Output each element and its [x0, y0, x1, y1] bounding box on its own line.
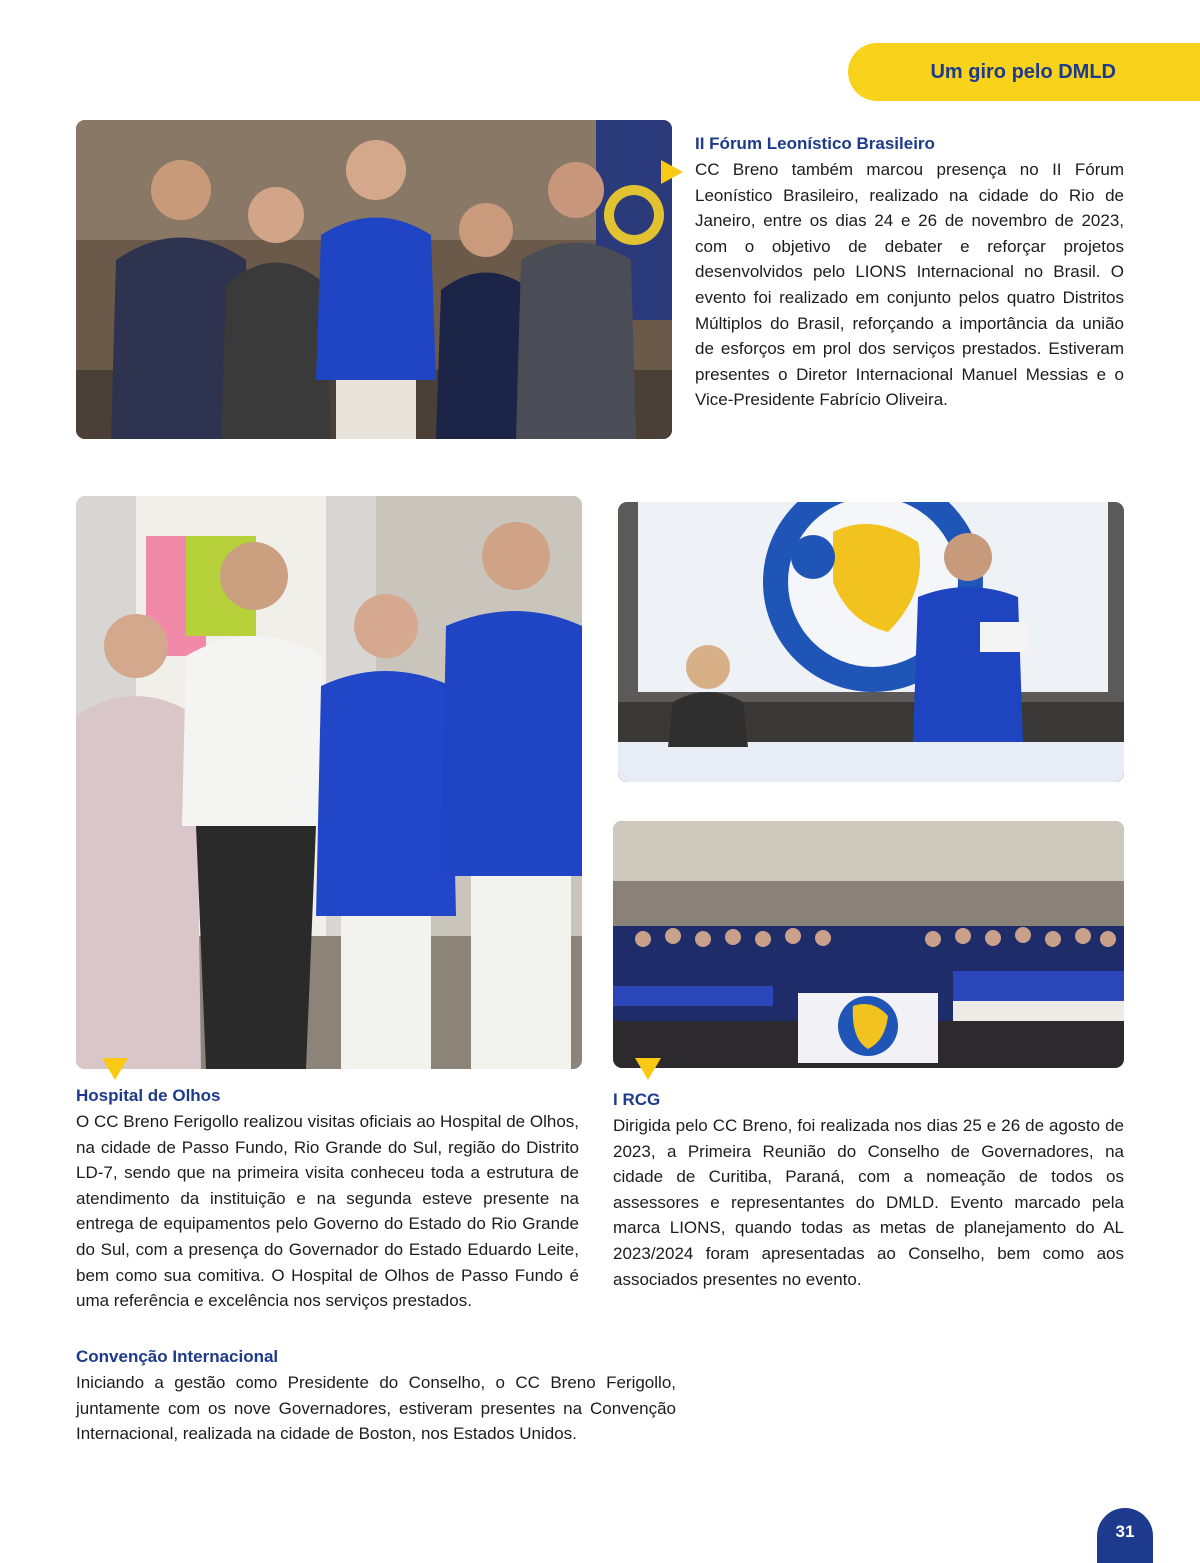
hospital-photo [76, 496, 582, 1069]
section-label: Um giro pelo DMLD [930, 60, 1116, 83]
rcg-title: I RCG [613, 1090, 661, 1109]
forum-article [695, 132, 1124, 413]
forum-title: II Fórum Leonístico Brasileiro [695, 134, 935, 153]
rcg-speaker-photo [618, 502, 1124, 782]
hospital-body: O CC Breno Ferigollo realizou visitas oficiais ao Hospital de Olhos, na cidade de Passo Fundo, Rio Grande do Sul, região do Distrito LD-7, sendo que na primeira visita conheceu toda a estrutura de atendimento da instituição e na segunda esteve presente na entrega de equipamentos pelo Governo do Estado do Rio Grande do Sul, com a presença do Governador do Estado Eduardo Leite, bem como sua comitiva. O Hospital de Olhos de Passo Fundo é uma referência e excelência nos serviços prestados. [76, 1112, 579, 1311]
convencao-article [76, 1345, 676, 1447]
page-number: 31 [1115, 1522, 1135, 1541]
convencao-title: Convenção Internacional [76, 1347, 279, 1366]
hospital-title: Hospital de Olhos [76, 1086, 221, 1105]
forum-group-photo [76, 120, 672, 439]
hospital-article [76, 1084, 579, 1314]
hospital-pointer [102, 1058, 128, 1080]
convencao-body: Iniciando a gestão como Presidente do Conselho, o CC Breno Ferigollo, juntamente com os nove Governadores, estiveram presentes na Convenção Internacional, realizada na cidade de Boston, nos Estados Unidos. [76, 1373, 676, 1444]
rcg-pointer [635, 1058, 661, 1080]
rcg-body: Dirigida pelo CC Breno, foi realizada nos dias 25 e 26 de agosto de 2023, a Primeira Reunião do Conselho de Governadores, na cidade de Curitiba, Paraná, com a nomeação de todos os assessores e representantes do DMLD. Evento marcado pela marca LIONS, quando todas as metas de planejamento do AL 2023/2024 foram apresentadas ao Conselho, bem como aos associados presentes no evento. [613, 1116, 1124, 1289]
forum-pointer [661, 160, 683, 184]
rcg-audience-photo [613, 821, 1124, 1068]
section-tab [848, 43, 1200, 101]
forum-body: CC Breno também marcou presença no II Fórum Leonístico Brasileiro, realizado na cidade do Rio de Janeiro, entre os dias 24 e 26 de novembro de 2023, com o objetivo de debater e reforçar projetos desenvolvidos pelo LIONS Internacional no Brasil. O evento foi realizado em conjunto pelos quatro Distritos Múltiplos do Brasil, reforçando a importância da união de esforços em prol dos serviços prestados. Estiveram presentes o Diretor Internacional Manuel Messias e o Vice-Presidente Fabrício Oliveira. [695, 160, 1124, 410]
page-number-badge [1097, 1508, 1153, 1563]
rcg-article [613, 1088, 1124, 1292]
